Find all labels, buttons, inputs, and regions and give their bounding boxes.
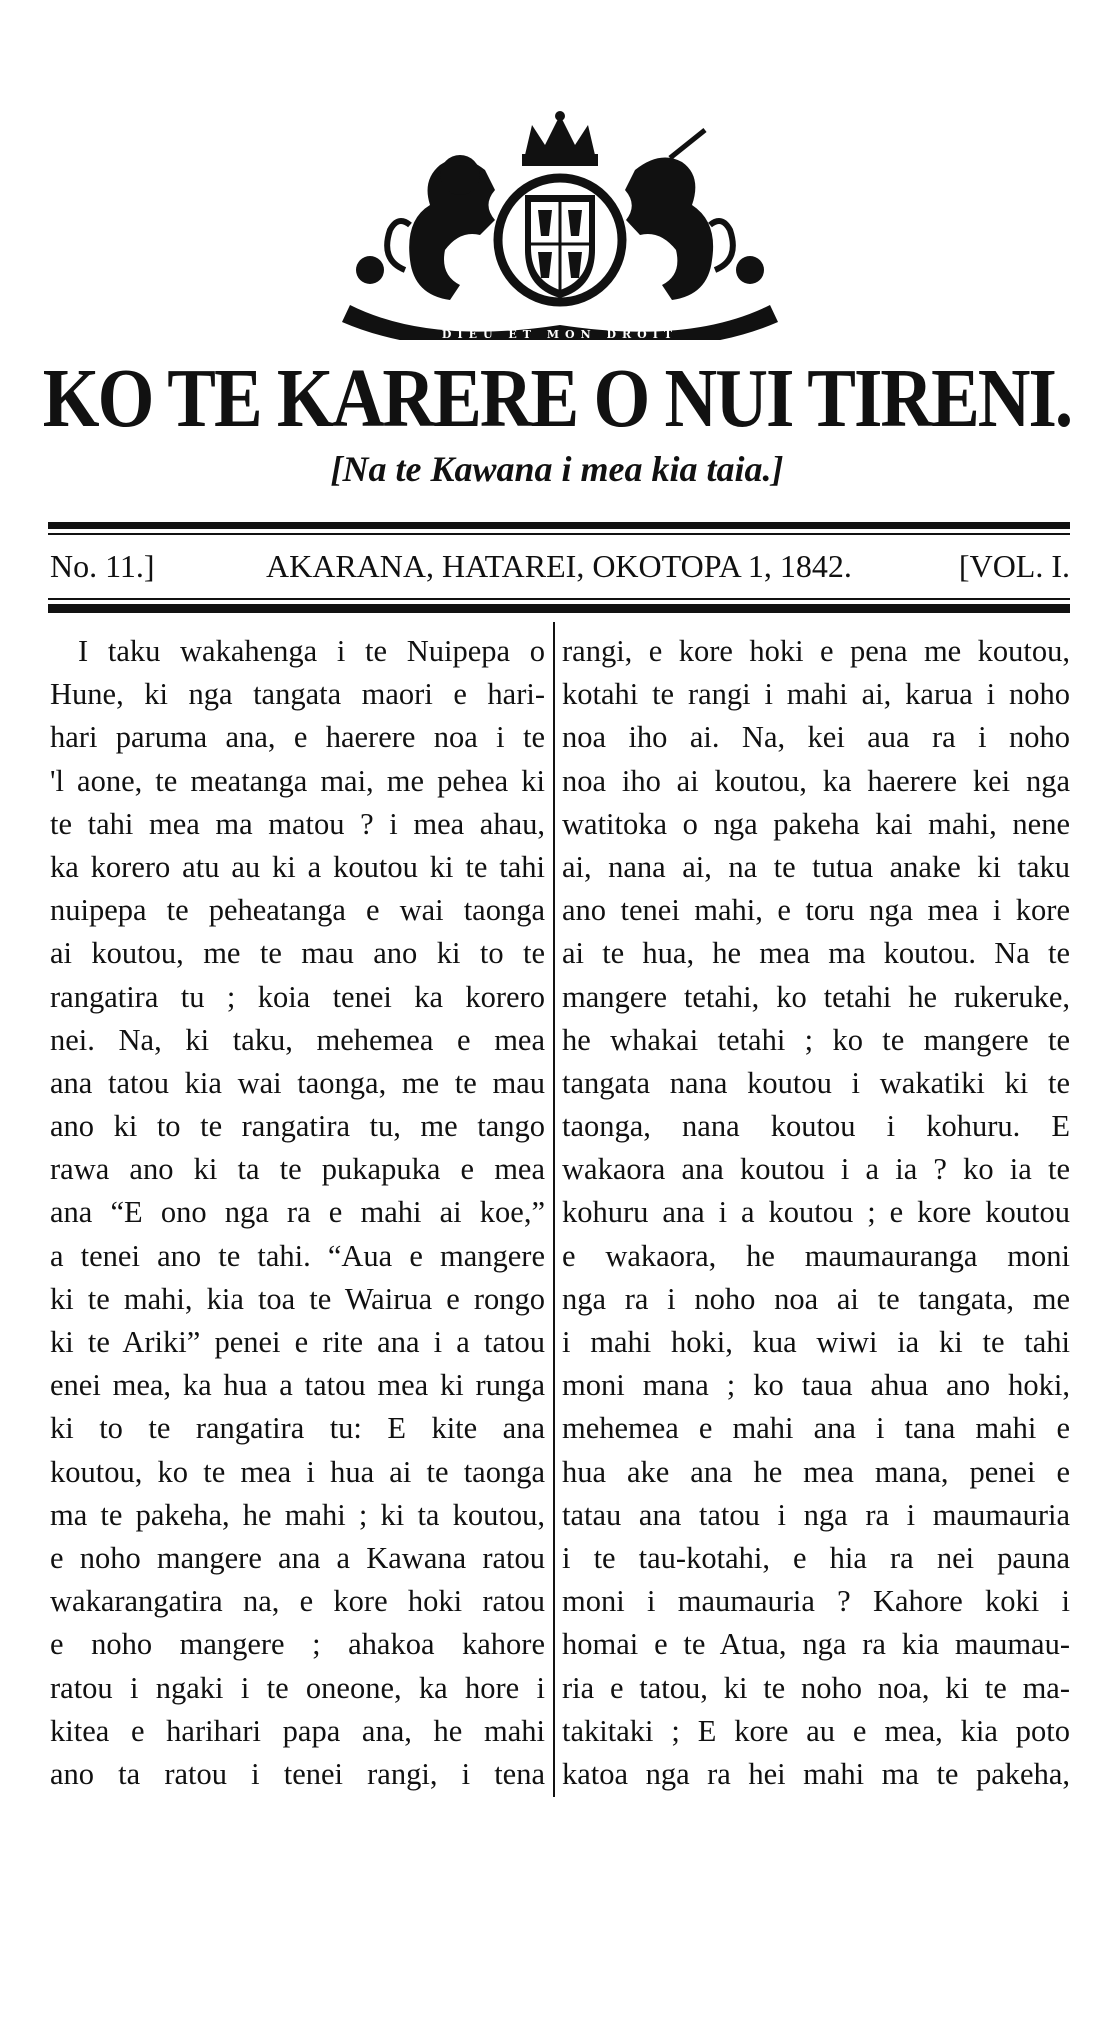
article-line: i te tau-kotahi, e hia ra nei pauna <box>562 1540 1070 1575</box>
article-line: kohuru ana i a koutou ; e kore koutou <box>562 1195 1070 1230</box>
article-line: Hune, ki nga tangata maori e hari- <box>50 677 545 712</box>
article-line: ai te hua, he mea ma koutou. Na te <box>562 936 1070 971</box>
place-and-date: AKARANA, HATAREI, OKOTOPA 1, 1842. <box>266 548 852 584</box>
article-line: rangi, e kore hoki e pena me koutou, <box>562 634 1070 668</box>
article-line: ai koutou, me te mau ano ki to te <box>50 936 545 971</box>
article-line: watitoka o nga pakeha kai mahi, nene <box>562 806 1070 841</box>
article-line: ki te mahi, kia toa te Wairua e rongo <box>50 1281 545 1316</box>
issue-number: No. 11.] <box>50 548 155 584</box>
lion-supporter-icon <box>387 155 495 300</box>
article-line: tangata nana koutou i wakatiki ki te <box>562 1065 1070 1100</box>
article-line: ki te Ariki” penei e rite ana i a tatou <box>50 1325 545 1359</box>
article-line: koutou, ko te mea i hua ai te taonga <box>50 1454 545 1489</box>
article-line: ana “E ono nga ra e mahi ai koe,” <box>50 1195 545 1230</box>
article-line: takitaki ; E kore au e mea, kia poto <box>562 1713 1070 1748</box>
article-line: he whakai tetahi ; ko te mangere te <box>562 1022 1070 1057</box>
article-line: ma te pakeha, he mahi ; ki ta koutou, <box>50 1497 545 1532</box>
article-line: noa iho ai. Na, kei aua ra i noho <box>562 720 1070 755</box>
article-line: mehemea e mahi ana i tana mahi e <box>562 1411 1070 1446</box>
article-line: moni mana ; ko taua ahua ano hoki, <box>562 1368 1070 1403</box>
volume-number: [VOL. I. <box>958 548 1070 584</box>
shield-icon <box>498 178 622 302</box>
unicorn-supporter-icon <box>625 130 733 300</box>
article-line: wakaora ana koutou i a ia ? ko ia te <box>562 1152 1070 1187</box>
article-line: e noho mangere ; ahakoa kahore <box>50 1627 545 1662</box>
article-line: ano ta ratou i tenei rangi, i tena <box>50 1756 545 1791</box>
article-line: e noho mangere ana a Kawana ratou <box>50 1540 545 1575</box>
rose-icon <box>356 256 384 284</box>
article-line: ratou i ngaki i te oneone, ka hore i <box>50 1670 545 1705</box>
article-line: ano tenei mahi, e toru nga mea i kore <box>562 893 1070 928</box>
article-line: noa iho ai koutou, ka haerere kei nga <box>562 763 1070 798</box>
article-line: ai, nana ai, na te tutua anake ki taku <box>562 849 1070 884</box>
article-line: nuipepa te peheatanga e wai taonga <box>50 893 545 928</box>
divider-rule <box>48 604 1070 613</box>
article-line: nga ra i noho noa ai te tangata, me <box>562 1281 1070 1316</box>
article-line: te tahi mea ma matou ? i mea ahau, <box>50 806 545 841</box>
article-line: wakarangatira na, e kore hoki ratou <box>50 1584 545 1619</box>
article-line: taonga, nana koutou i kohuru. E <box>562 1109 1070 1144</box>
crest-motto: DIEU ET MON DROIT <box>441 328 679 340</box>
dateline <box>48 548 1070 592</box>
article-line: nei. Na, ki taku, mehemea e mea <box>50 1022 545 1057</box>
royal-coat-of-arms <box>310 110 810 340</box>
divider-rule <box>48 522 1070 529</box>
article-line: moni i maumauria ? Kahore koki i <box>562 1584 1070 1619</box>
article-line: katoa nga ra hei mahi ma te pakeha, <box>562 1756 1070 1791</box>
article-line: e wakaora, he maumauranga moni <box>562 1238 1070 1273</box>
article-line: mangere tetahi, ko tetahi he rukeruke, <box>562 979 1070 1014</box>
article-line: kitea e harihari papa ana, he mahi <box>50 1713 545 1748</box>
newspaper-title: KO TE KARERE O NUI TIRENI. <box>42 351 1072 445</box>
article-line: enei mea, ka hua a tatou mea ki runga <box>50 1368 545 1403</box>
article-line: ana tatou kia wai taonga, me te mau <box>50 1065 545 1100</box>
article-line: rangatira tu ; koia tenei ka korero <box>50 979 545 1014</box>
article-line: i mahi hoki, kua wiwi ia ki te tahi <box>562 1325 1070 1359</box>
article-column-left <box>50 630 545 1796</box>
article-line: kotahi te rangi i mahi ai, karua i noho <box>562 677 1070 712</box>
crown-icon <box>522 111 598 166</box>
article-line: ria e tatou, ki te noho noa, ki te ma- <box>562 1670 1070 1705</box>
article-line: rawa ano ki ta te pukapuka e mea <box>50 1152 545 1187</box>
thistle-icon <box>736 256 764 284</box>
divider-rule <box>48 598 1070 600</box>
article-line: I taku wakahenga i te Nuipepa o <box>78 634 545 668</box>
article-line: ka korero atu au ki a koutou ki te tahi <box>50 849 545 884</box>
article-line: tatau ana tatou i nga ra i maumauria <box>562 1497 1070 1532</box>
article-line: hua ake ana he mea mana, penei e <box>562 1454 1070 1489</box>
article-line: 'l aone, te meatanga mai, me pehea ki <box>50 763 545 798</box>
newspaper-tagline: [Na te Kawana i mea kia taia.] <box>330 449 784 489</box>
article-line: ki to te rangatira tu: E kite ana <box>50 1411 545 1446</box>
article-line: homai e te Atua, nga ra kia maumau- <box>562 1627 1070 1662</box>
article-line: a tenei ano te tahi. “Aua e mangere <box>50 1238 545 1273</box>
article-column-right <box>562 630 1070 1796</box>
article-line: hari paruma ana, e haerere noa i te <box>50 720 545 755</box>
column-divider <box>553 622 555 1797</box>
article-line: ano ki to te rangatira tu, me tango <box>50 1109 545 1144</box>
divider-rule <box>48 533 1070 535</box>
